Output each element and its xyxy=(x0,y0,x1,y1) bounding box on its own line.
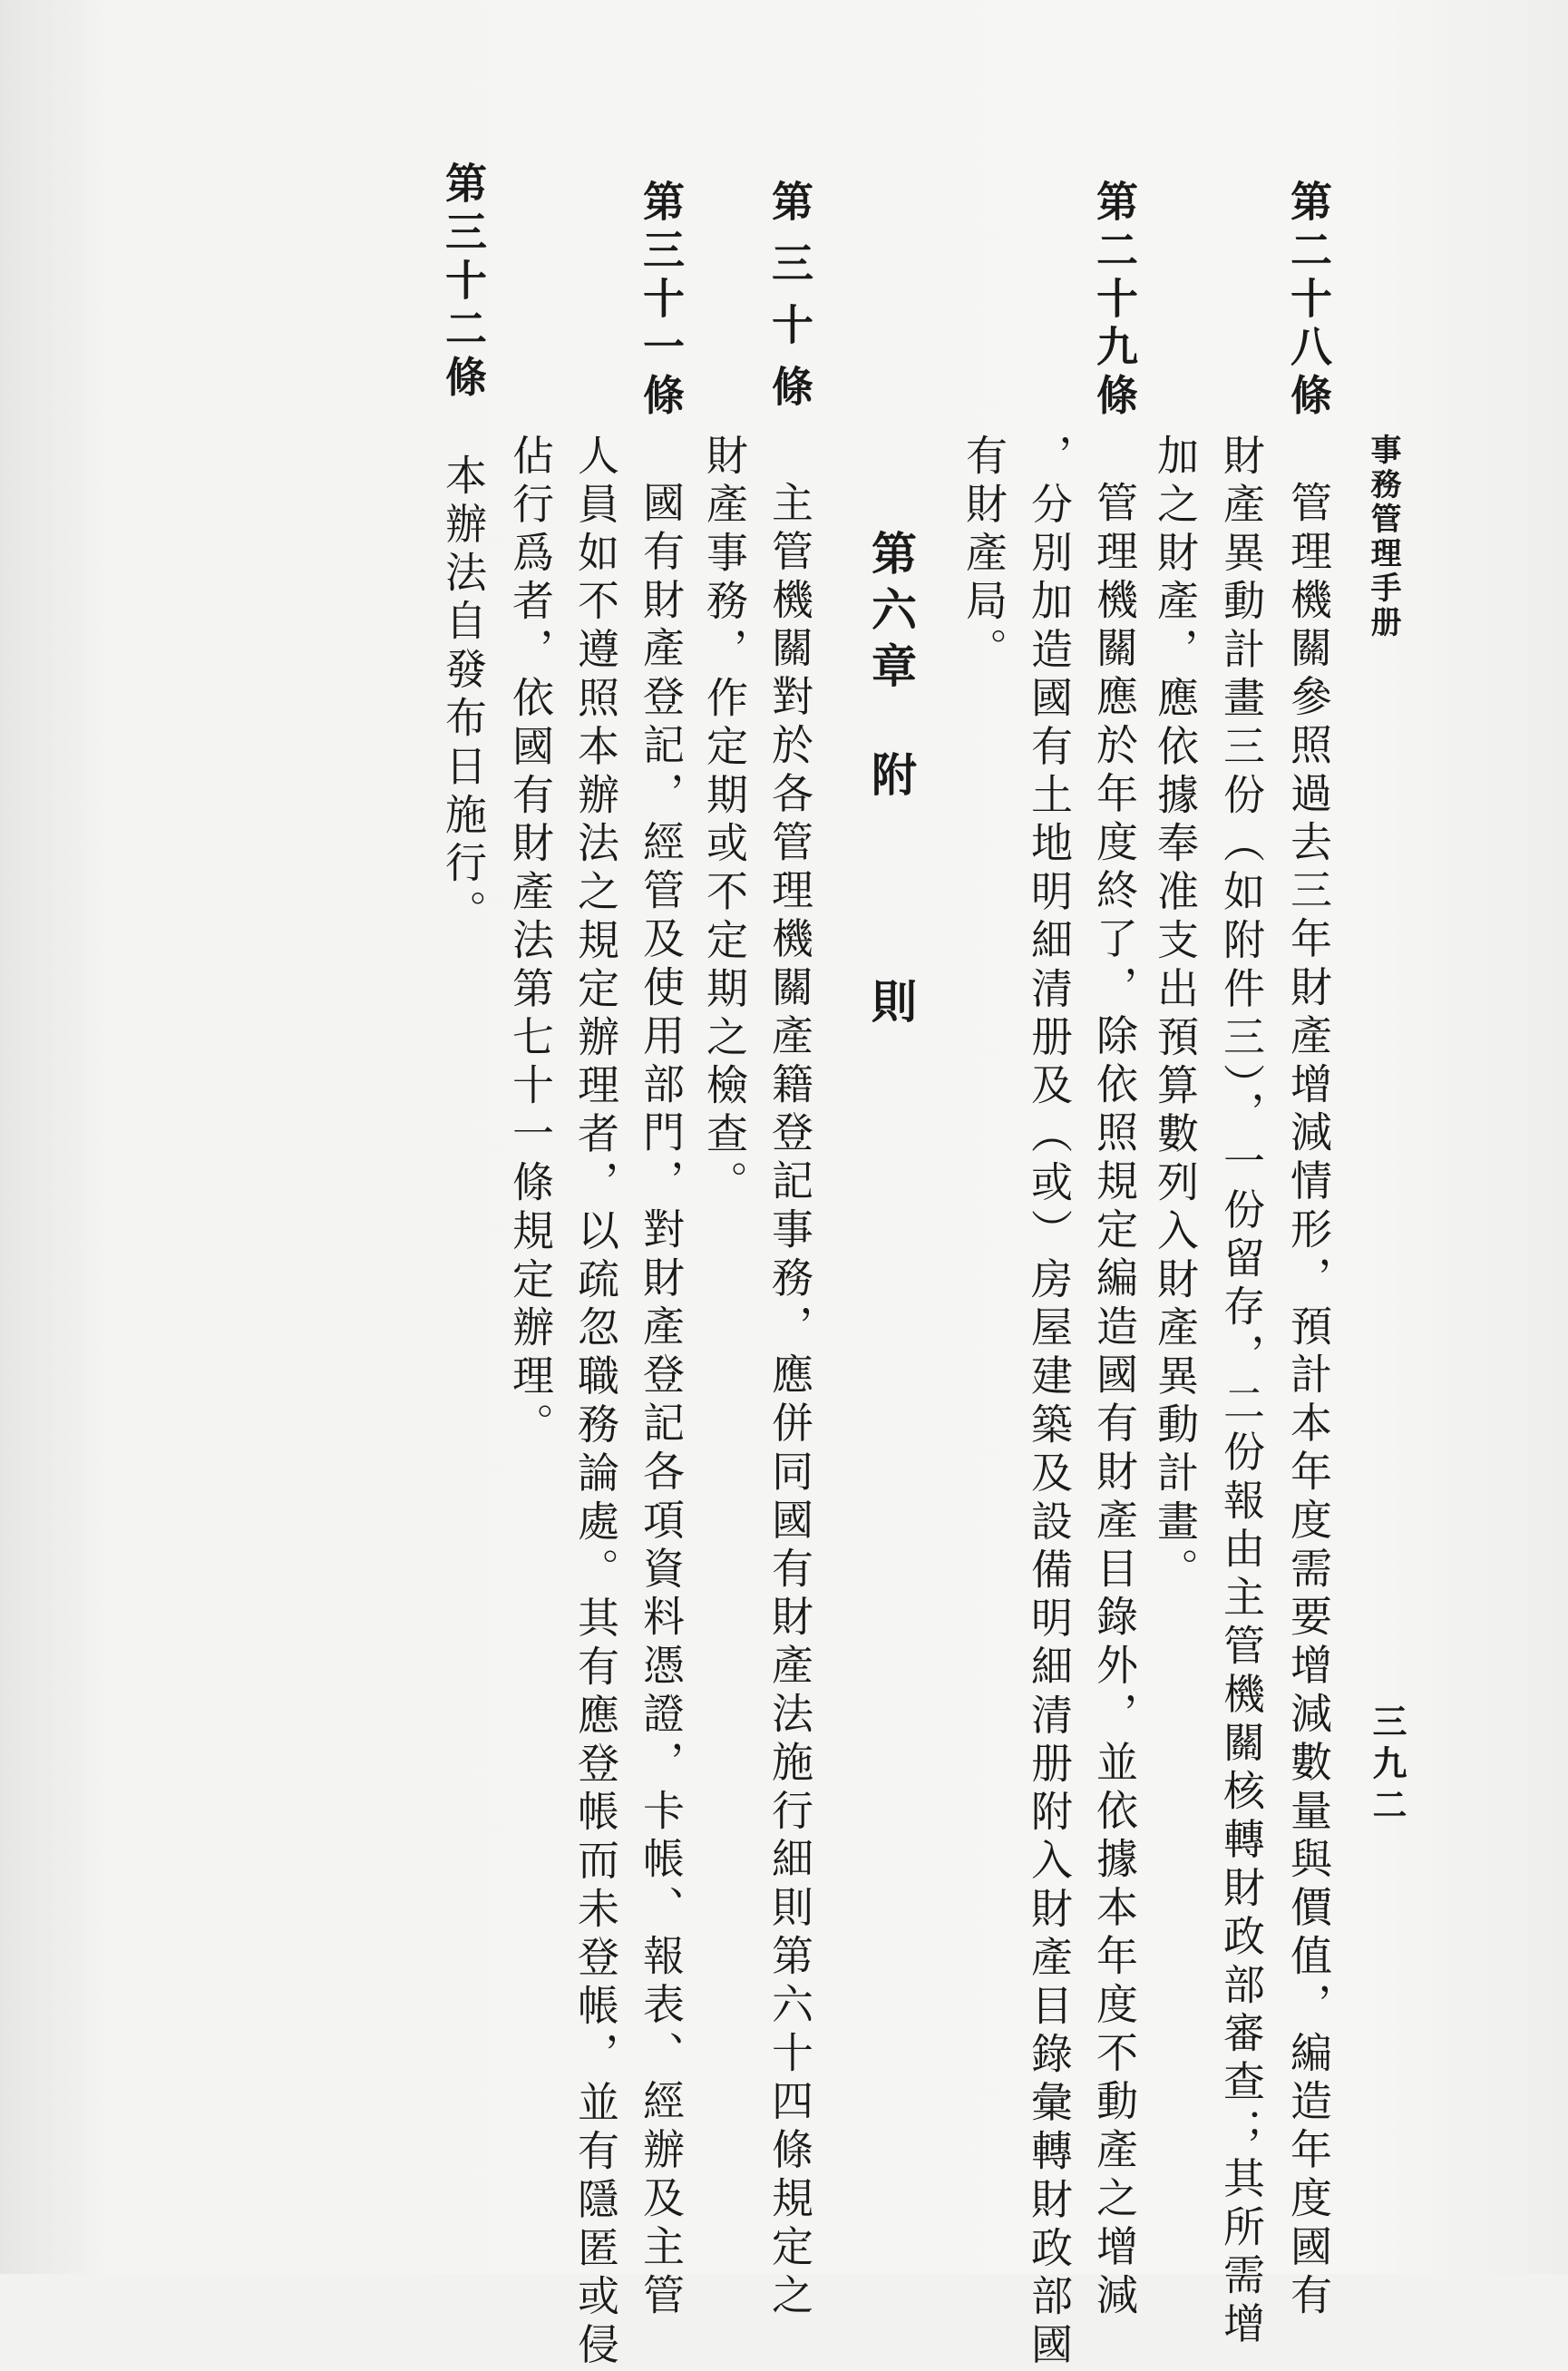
article-30-line-1: 主管機關對於各管理機關產籍登記事務，應併同國有財產法施行細則第六十四條規定之 xyxy=(765,481,814,2322)
article-31-line-1: 國有財產登記，經管及使用部門，對財產登記各項資料憑證，卡帳、報表、經辦及主管 xyxy=(637,481,686,2322)
page-number: 三九二 xyxy=(1367,1703,1407,1829)
article-28-line-2: 財產異動計畫三份（如附件三），一份留存，二份報由主管機關核轉財政部審查；其所需增 xyxy=(1217,434,1266,2350)
article-29-line-3: 有財產局。 xyxy=(959,434,1008,676)
article-31-line-2: 人員如不遵照本辦法之規定辦理者，以疏忽職務論處。其有應登帳而未登帳，並有隱匿或侵 xyxy=(571,434,620,2371)
article-29-line-2: ，分別加造國有土地明細清册及（或）房屋建築及設備明細清册附入財產目錄彙轉財政部國 xyxy=(1025,434,1074,2371)
article-32-label: 第三十二條 xyxy=(439,161,488,404)
article-29-label: 第二十九條 xyxy=(1090,180,1139,422)
article-28-line-1: 管理機關參照過去三年財產增減情形，預計本年度需要增減數量與價值，編造年度國有 xyxy=(1284,481,1333,2322)
chapter-title-part-1: 附 xyxy=(864,751,918,796)
article-31-line-3: 佔行爲者，依國有財產法第七十一條規定辦理。 xyxy=(506,434,555,1451)
chapter-number: 第六章 xyxy=(864,530,918,698)
article-30-line-2: 財產事務，作定期或不定期之檢查。 xyxy=(700,434,749,1209)
bleed-through-shadow xyxy=(91,181,131,707)
article-32-line-1: 本辦法自發布日施行。 xyxy=(439,454,488,938)
article-30-label: 第三十條 xyxy=(765,180,814,426)
article-28-label: 第二十八條 xyxy=(1284,180,1333,422)
article-28-line-3: 加之財產，應依據奉准支出預算數列入財產異動計畫。 xyxy=(1151,434,1200,1596)
article-29-line-1: 管理機關應於年度終了，除依照規定編造國有財產目錄外，並依據本年度不動產之增減 xyxy=(1090,481,1139,2322)
chapter-title-part-2: 則 xyxy=(864,978,918,1023)
article-31-label: 第三十一條 xyxy=(637,180,686,422)
book-title: 事務管理手册 xyxy=(1365,434,1401,640)
